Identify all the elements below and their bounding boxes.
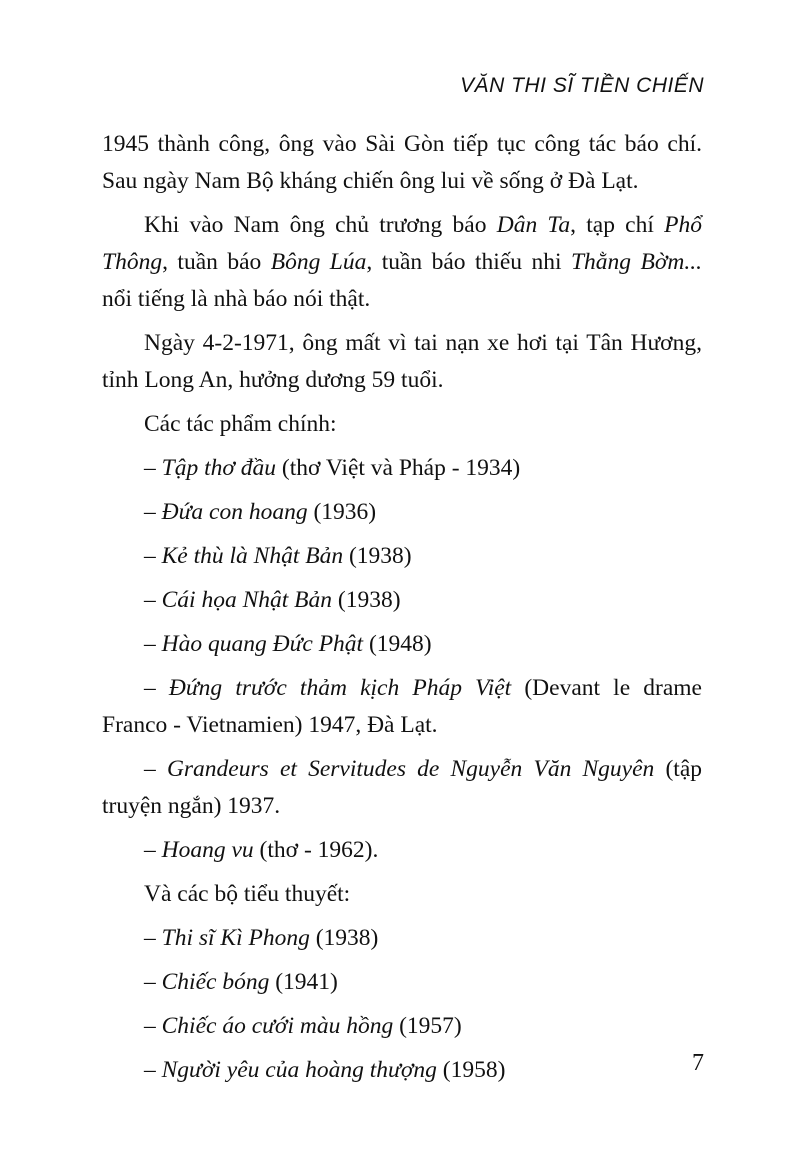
work-title: Kẻ thù là Nhật Bản	[161, 543, 344, 569]
works-intro: Các tác phẩm chính:	[144, 411, 337, 437]
work-item	[102, 626, 702, 663]
dash: –	[144, 756, 167, 782]
paragraph-2	[102, 207, 702, 318]
novel-detail: (1941)	[269, 969, 338, 995]
page-number: 7	[692, 1050, 704, 1076]
page-body	[102, 126, 702, 1096]
work-item	[102, 450, 702, 487]
work-detail: (1948)	[363, 631, 432, 657]
novel-title: Thi sĩ Kì Phong	[161, 925, 310, 951]
paragraph-3: Ngày 4-2-1971, ông mất vì tai nạn xe hơi tại Tân Hương, tỉnh Long An, hưởng dương 59 tuổi.	[102, 330, 702, 393]
work-item	[102, 582, 702, 619]
work-detail: (thơ Việt và Pháp - 1934)	[276, 455, 521, 481]
title-dan-ta: Dân Ta	[496, 212, 571, 238]
work-title: Đứa con hoang	[161, 499, 308, 525]
dash: –	[144, 455, 162, 481]
p2-text-g: , tuần báo thiếu nhi	[366, 249, 571, 275]
work-detail: (Devant le drame Franco - Vietnamien) 1947, Đà Lạt.	[102, 675, 702, 738]
dash: –	[144, 587, 162, 613]
work-detail: (1938)	[332, 587, 401, 613]
work-item	[102, 751, 702, 825]
title-thang-bom: Thằng Bờm...	[570, 249, 702, 275]
dash: –	[144, 499, 162, 525]
work-detail: (1936)	[307, 499, 377, 525]
work-title: Hào quang Đức Phật	[161, 631, 364, 657]
novel-title: Người yêu của hoàng thượng	[161, 1057, 437, 1083]
work-item	[102, 494, 702, 531]
work-detail: (1938)	[343, 543, 412, 569]
work-title: Hoang vu	[161, 837, 254, 863]
title-pho-thong: Phổ Thông	[102, 212, 702, 275]
works-list	[102, 450, 702, 869]
work-item	[102, 670, 702, 744]
novel-title: Chiếc bóng	[161, 969, 270, 995]
work-detail: (thơ - 1962).	[253, 837, 379, 863]
p2-text-e: , tuần báo	[162, 249, 271, 275]
dash: –	[144, 675, 169, 701]
novel-title: Chiếc áo cưới màu hồng	[161, 1013, 394, 1039]
dash: –	[144, 631, 162, 657]
dash: –	[144, 1013, 162, 1039]
novel-item	[102, 1052, 702, 1089]
work-title: Đứng trước thảm kịch Pháp Việt	[168, 675, 512, 701]
dash: –	[144, 837, 162, 863]
work-title: Cái họa Nhật Bản	[161, 587, 333, 613]
novel-detail: (1957)	[393, 1013, 462, 1039]
work-item	[102, 832, 702, 869]
p2-text-c: , tạp chí	[570, 212, 665, 238]
novel-item	[102, 1008, 702, 1045]
dash: –	[144, 969, 162, 995]
title-bong-lua: Bông Lúa	[270, 249, 367, 275]
work-item	[102, 538, 702, 575]
p2-text-i: nổi tiếng là nhà báo nói thật.	[102, 286, 371, 312]
novels-intro: Và các bộ tiểu thuyết:	[144, 881, 351, 907]
dash: –	[144, 1057, 162, 1083]
dash: –	[144, 925, 162, 951]
novel-item	[102, 964, 702, 1001]
paragraph-1: 1945 thành công, ông vào Sài Gòn tiếp tục công tác báo chí. Sau ngày Nam Bộ kháng chiến ông lui về sống ở Đà Lạt.	[102, 131, 702, 194]
dash: –	[144, 543, 162, 569]
novel-item	[102, 920, 702, 957]
work-title: Tập thơ đầu	[161, 455, 277, 481]
novel-detail: (1938)	[309, 925, 379, 951]
work-title: Grandeurs et Servitudes de Nguyễn Văn Nguyên	[166, 756, 655, 782]
novels-list	[102, 920, 702, 1089]
work-detail: (tập truyện ngắn) 1937.	[102, 756, 703, 819]
novel-detail: (1958)	[436, 1057, 506, 1083]
p2-text-a: Khi vào Nam ông chủ trương báo	[144, 212, 497, 238]
running-header: VĂN THI SĨ TIỀN CHIẾN	[460, 74, 704, 97]
